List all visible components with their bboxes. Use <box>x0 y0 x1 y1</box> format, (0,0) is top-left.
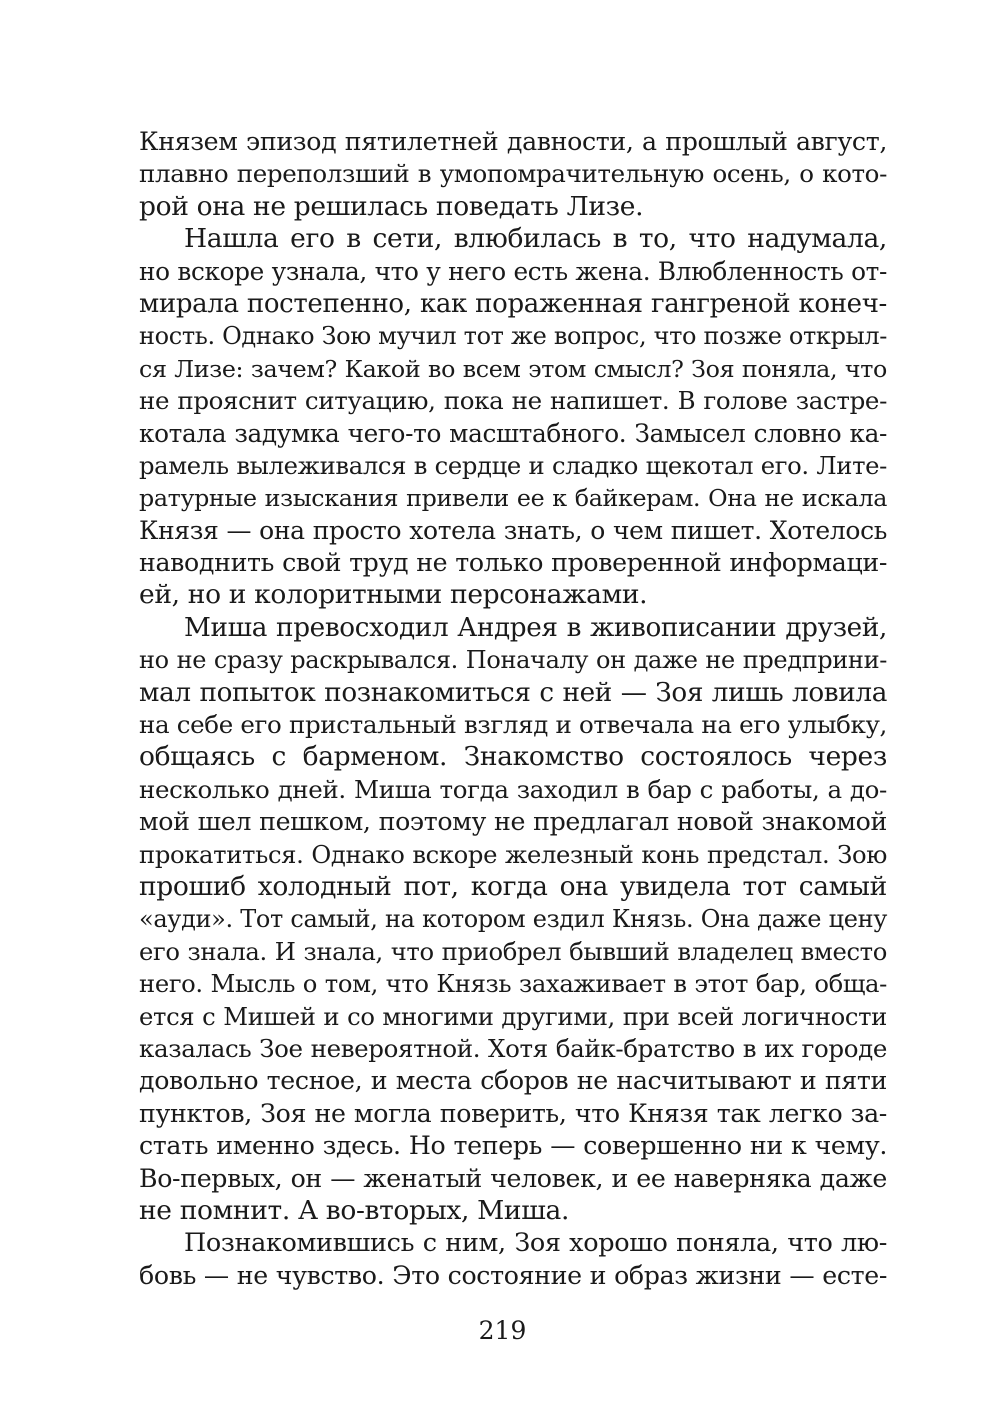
page-body <box>139 126 887 1292</box>
text-line: ся Лизе: зачем? Какой во всем этом смысл? Зоя поняла, что <box>139 354 887 383</box>
text-line: ность. Однако Зою мучил тот же вопрос, что позже открыл- <box>139 322 887 351</box>
paragraph-4 <box>139 1227 887 1292</box>
text-line: Познакомившись с ним, Зоя хорошо поняла, что лю- <box>184 1228 887 1259</box>
text-line: мой шел пешком, поэтому не предлагал новой знакомой <box>139 807 887 837</box>
text-line: несколько дней. Миша тогда заходил в бар с работы, а до- <box>139 774 887 804</box>
text-line: «ауди». Тот самый, на котором ездил Князь. Она даже цену <box>139 905 887 934</box>
text-line: пунктов, Зоя не могла поверить, что Князя так легко за- <box>139 1098 887 1128</box>
text-line: Во-первых, он — женатый человек, и ее наверняка даже <box>139 1163 887 1193</box>
text-line: бовь — не чувство. Это состояние и образ жизни — есте- <box>139 1260 887 1290</box>
text-line: плавно переползший в умопомрачительную осень, о кото- <box>139 159 887 189</box>
text-line: ется с Мишей и со многими другими, при всей логичности <box>139 1001 887 1031</box>
text-line: довольно тесное, и места сборов не насчитывают и пяти <box>139 1066 887 1096</box>
text-line: мирала постепенно, как пораженная гангреной конеч- <box>139 288 887 319</box>
text-line: стать именно здесь. Но теперь — совершенно ни к чему. <box>139 1131 887 1161</box>
text-line: него. Мысль о том, что Князь захаживает в этот бар, обща- <box>139 969 887 999</box>
text-line: прокатиться. Однако вскоре железный конь предстал. Зою <box>139 839 887 869</box>
text-line: ей, но и колоритными персонажами. <box>139 579 648 611</box>
text-line: ратурные изыскания привели ее к байкерам. Она не искала <box>139 484 887 513</box>
paragraph-3 <box>139 612 887 1227</box>
text-line: Миша превосходил Андрея в живописании друзей, <box>184 612 887 643</box>
text-line: котала задумка чего-то масштабного. Замысел словно ка- <box>139 418 887 448</box>
paragraph-2 <box>139 223 887 612</box>
text-line: на себе его пристальный взгляд и отвечала на его улыбку, <box>139 710 887 740</box>
page-number: 219 <box>478 1316 527 1345</box>
text-line: не прояснит ситуацию, пока не напишет. В голове застре- <box>139 386 887 416</box>
text-line: общаясь с барменом. Знакомство состоялось через <box>139 741 887 773</box>
text-line: его знала. И знала, что приобрел бывший владелец вместо <box>139 936 887 966</box>
text-line: но не сразу раскрывался. Поначалу он даже не предприни- <box>139 646 887 675</box>
text-line: наводнить свой труд не только проверенной информаци- <box>139 548 887 578</box>
text-line: прошиб холодный пот, когда она увидела тот самый <box>139 870 887 902</box>
text-line: рой она не решилась поведать Лизе. <box>139 190 644 222</box>
text-line: мал попыток познакомиться с ней — Зоя лишь ловила <box>139 677 887 708</box>
text-line: Князем эпизод пятилетней давности, а прошлый август, <box>139 127 887 156</box>
text-line: Князя — она просто хотела знать, о чем пишет. Хотелось <box>139 515 887 545</box>
text-line: казалась Зое невероятной. Хотя байк-братство в их городе <box>139 1033 887 1063</box>
text-line: рамель вылеживался в сердце и сладко щекотал его. Лите- <box>139 450 887 480</box>
paragraph-1 <box>139 126 887 223</box>
text-line: не помнит. А во-вторых, Миша. <box>139 1194 570 1226</box>
text-line: но вскоре узнала, что у него есть жена. Влюбленность от- <box>139 256 887 286</box>
text-line: Нашла его в сети, влюбилась в то, что надумала, <box>184 223 887 255</box>
